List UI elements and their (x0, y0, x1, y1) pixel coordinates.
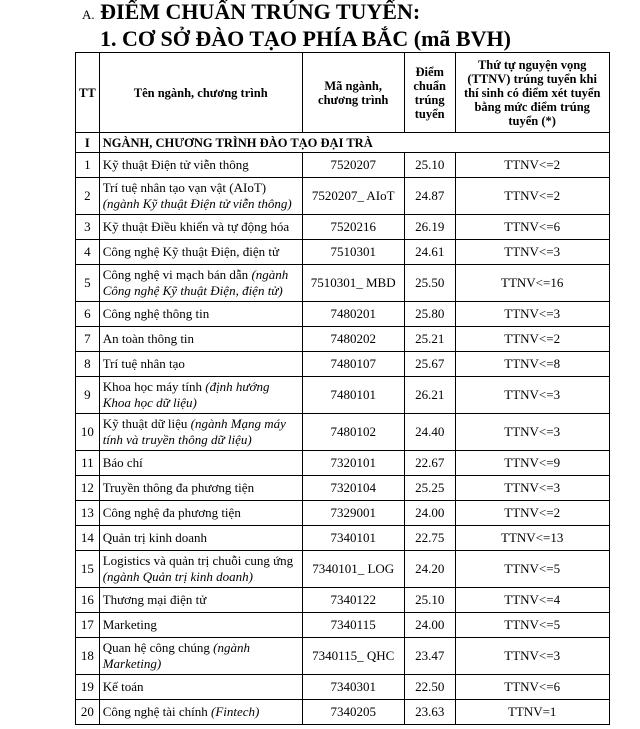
row-score: 25.50 (404, 265, 455, 302)
row-code: 7520207_ AIoT (302, 178, 404, 215)
row-tt: 15 (76, 551, 100, 588)
row-tt: 17 (76, 613, 100, 638)
row-name (99, 327, 302, 352)
program-note: (ngành Kỹ thuật Điện tử viễn thông) (102, 196, 292, 211)
row-ttnv: TTNV<=2 (455, 327, 609, 352)
program-name: Khoa học máy tính (102, 379, 202, 394)
program-name: Thương mại điện tử (102, 592, 207, 607)
row-tt: 13 (76, 501, 100, 526)
header-code: Mã ngành, chương trình (302, 53, 404, 133)
row-score: 26.21 (404, 377, 455, 414)
row-ttnv: TTNV<=3 (455, 240, 609, 265)
row-code: 7520207 (302, 153, 404, 178)
row-ttnv: TTNV<=3 (455, 302, 609, 327)
row-score: 25.80 (404, 302, 455, 327)
program-name: Công nghệ tài chính (102, 704, 208, 719)
program-name: Trí tuệ nhân tạo (102, 356, 185, 371)
row-ttnv: TTNV<=6 (455, 215, 609, 240)
row-tt: 5 (76, 265, 100, 302)
row-code: 7520216 (302, 215, 404, 240)
row-ttnv: TTNV<=5 (455, 551, 609, 588)
table-row (76, 265, 610, 302)
row-name (99, 377, 302, 414)
program-note: (ngành Mạng máy tính và truyền thông dữ liệu) (102, 416, 286, 447)
row-name (99, 675, 302, 700)
table-row (76, 153, 610, 178)
row-score: 24.87 (404, 178, 455, 215)
row-tt: 6 (76, 302, 100, 327)
row-tt: 10 (76, 414, 100, 451)
program-name: Kỹ thuật Điều khiển và tự động hóa (102, 219, 290, 234)
row-tt: 2 (76, 178, 100, 215)
row-score: 25.10 (404, 588, 455, 613)
row-tt: 8 (76, 352, 100, 377)
header-score: Điểm chuẩn trúng tuyển (404, 53, 455, 133)
section-tt: I (76, 133, 100, 153)
table-row (76, 638, 610, 675)
row-score: 22.50 (404, 675, 455, 700)
row-name (99, 700, 302, 725)
header-ttnv: Thứ tự nguyện vọng (TTNV) trúng tuyển khi thí sinh có điểm xét tuyển bằng mức điểm trúng tuyển (*) (455, 53, 609, 133)
table-row (76, 476, 610, 501)
table-row (76, 526, 610, 551)
program-name: Công nghệ Kỹ thuật Điện, điện tử (102, 244, 280, 259)
row-name (99, 526, 302, 551)
table-row (76, 700, 610, 725)
row-tt: 9 (76, 377, 100, 414)
program-name: Báo chí (102, 455, 143, 470)
row-ttnv: TTNV<=5 (455, 613, 609, 638)
program-name: Công nghệ thông tin (102, 306, 210, 321)
row-score: 22.75 (404, 526, 455, 551)
section-row (76, 133, 610, 153)
program-note: (định hướng Khoa học dữ liệu) (102, 379, 270, 410)
row-name (99, 302, 302, 327)
program-name: Marketing (102, 617, 157, 632)
row-code: 7340122 (302, 588, 404, 613)
row-ttnv: TTNV<=2 (455, 153, 609, 178)
heading-subtitle: 1. CƠ SỞ ĐÀO TẠO PHÍA BẮC (mã BVH) (100, 26, 511, 51)
row-ttnv: TTNV=1 (455, 700, 609, 725)
table-row (76, 675, 610, 700)
row-code: 7329001 (302, 501, 404, 526)
program-name: Kỹ thuật dữ liệu (102, 416, 188, 431)
row-name (99, 613, 302, 638)
row-tt: 7 (76, 327, 100, 352)
row-tt: 1 (76, 153, 100, 178)
row-name (99, 501, 302, 526)
row-ttnv: TTNV<=3 (455, 377, 609, 414)
table-row (76, 327, 610, 352)
row-tt: 11 (76, 451, 100, 476)
row-ttnv: TTNV<=16 (455, 265, 609, 302)
row-score: 25.67 (404, 352, 455, 377)
row-code: 7320104 (302, 476, 404, 501)
row-score: 24.20 (404, 551, 455, 588)
heading-title: ĐIỂM CHUẨN TRÚNG TUYỂN: (100, 0, 421, 24)
table-header-row (76, 53, 610, 133)
row-tt: 12 (76, 476, 100, 501)
row-name (99, 265, 302, 302)
row-code: 7320101 (302, 451, 404, 476)
row-code: 7510301 (302, 240, 404, 265)
row-tt: 14 (76, 526, 100, 551)
row-code: 7340101 (302, 526, 404, 551)
program-name: Truyền thông đa phương tiện (102, 480, 255, 495)
row-name (99, 588, 302, 613)
table-row (76, 613, 610, 638)
program-name: Logistics và quản trị chuỗi cung ứng (102, 553, 294, 568)
program-note: (Fintech) (211, 704, 260, 719)
row-score: 23.47 (404, 638, 455, 675)
row-name (99, 153, 302, 178)
section-name: NGÀNH, CHƯƠNG TRÌNH ĐÀO TẠO ĐẠI TRÀ (99, 133, 455, 153)
table-row (76, 178, 610, 215)
program-name: Quản trị kinh doanh (102, 530, 208, 545)
row-ttnv: TTNV<=13 (455, 526, 609, 551)
program-name: Công nghệ vi mạch bán dẫn (102, 267, 249, 282)
row-name (99, 215, 302, 240)
table-row (76, 414, 610, 451)
row-name (99, 414, 302, 451)
header-name: Tên ngành, chương trình (99, 53, 302, 133)
admission-score-table (75, 52, 610, 725)
table-row (76, 551, 610, 588)
row-code: 7480102 (302, 414, 404, 451)
row-tt: 16 (76, 588, 100, 613)
row-score: 22.67 (404, 451, 455, 476)
program-name: Công nghệ đa phương tiện (102, 505, 241, 520)
program-name: Kế toán (102, 679, 144, 694)
program-note: (ngành Công nghệ Kỹ thuật Điện, điện tử) (102, 267, 289, 298)
row-ttnv: TTNV<=2 (455, 178, 609, 215)
program-name: An toàn thông tin (102, 331, 195, 346)
row-tt: 19 (76, 675, 100, 700)
row-ttnv: TTNV<=2 (455, 501, 609, 526)
program-note: (ngành Marketing) (102, 640, 250, 671)
row-score: 26.19 (404, 215, 455, 240)
section-filler (455, 133, 609, 153)
row-ttnv: TTNV<=6 (455, 675, 609, 700)
row-ttnv: TTNV<=3 (455, 414, 609, 451)
row-name (99, 551, 302, 588)
row-name (99, 240, 302, 265)
row-name (99, 178, 302, 215)
row-code: 7480107 (302, 352, 404, 377)
heading-prefix: A. (82, 7, 95, 22)
row-name (99, 451, 302, 476)
row-code: 7340205 (302, 700, 404, 725)
row-score: 23.63 (404, 700, 455, 725)
row-ttnv: TTNV<=3 (455, 638, 609, 675)
row-tt: 18 (76, 638, 100, 675)
row-name (99, 352, 302, 377)
table-row (76, 588, 610, 613)
row-ttnv: TTNV<=8 (455, 352, 609, 377)
row-score: 24.00 (404, 613, 455, 638)
header-tt: TT (76, 53, 100, 133)
row-code: 7510301_ MBD (302, 265, 404, 302)
table-row (76, 451, 610, 476)
row-code: 7340115_ QHC (302, 638, 404, 675)
row-code: 7340301 (302, 675, 404, 700)
row-name (99, 476, 302, 501)
row-ttnv: TTNV<=3 (455, 476, 609, 501)
program-name: Trí tuệ nhân tạo vạn vật (AIoT) (102, 180, 267, 195)
row-code: 7340101_ LOG (302, 551, 404, 588)
row-tt: 4 (76, 240, 100, 265)
row-tt: 20 (76, 700, 100, 725)
row-score: 24.40 (404, 414, 455, 451)
table-row (76, 501, 610, 526)
row-ttnv: TTNV<=4 (455, 588, 609, 613)
row-code: 7480101 (302, 377, 404, 414)
program-name: Quan hệ công chúng (102, 640, 210, 655)
row-code: 7340115 (302, 613, 404, 638)
row-code: 7480202 (302, 327, 404, 352)
row-score: 25.10 (404, 153, 455, 178)
heading-line-1 (82, 0, 511, 27)
program-note: (ngành Quản trị kinh doanh) (102, 569, 253, 584)
row-score: 24.61 (404, 240, 455, 265)
table-row (76, 377, 610, 414)
row-name (99, 638, 302, 675)
table-row (76, 215, 610, 240)
table-row (76, 352, 610, 377)
program-name: Kỹ thuật Điện tử viễn thông (102, 157, 249, 172)
row-score: 25.21 (404, 327, 455, 352)
document-heading (82, 0, 511, 51)
table-row (76, 240, 610, 265)
row-code: 7480201 (302, 302, 404, 327)
row-ttnv: TTNV<=9 (455, 451, 609, 476)
table-row (76, 302, 610, 327)
row-score: 25.25 (404, 476, 455, 501)
row-tt: 3 (76, 215, 100, 240)
row-score: 24.00 (404, 501, 455, 526)
